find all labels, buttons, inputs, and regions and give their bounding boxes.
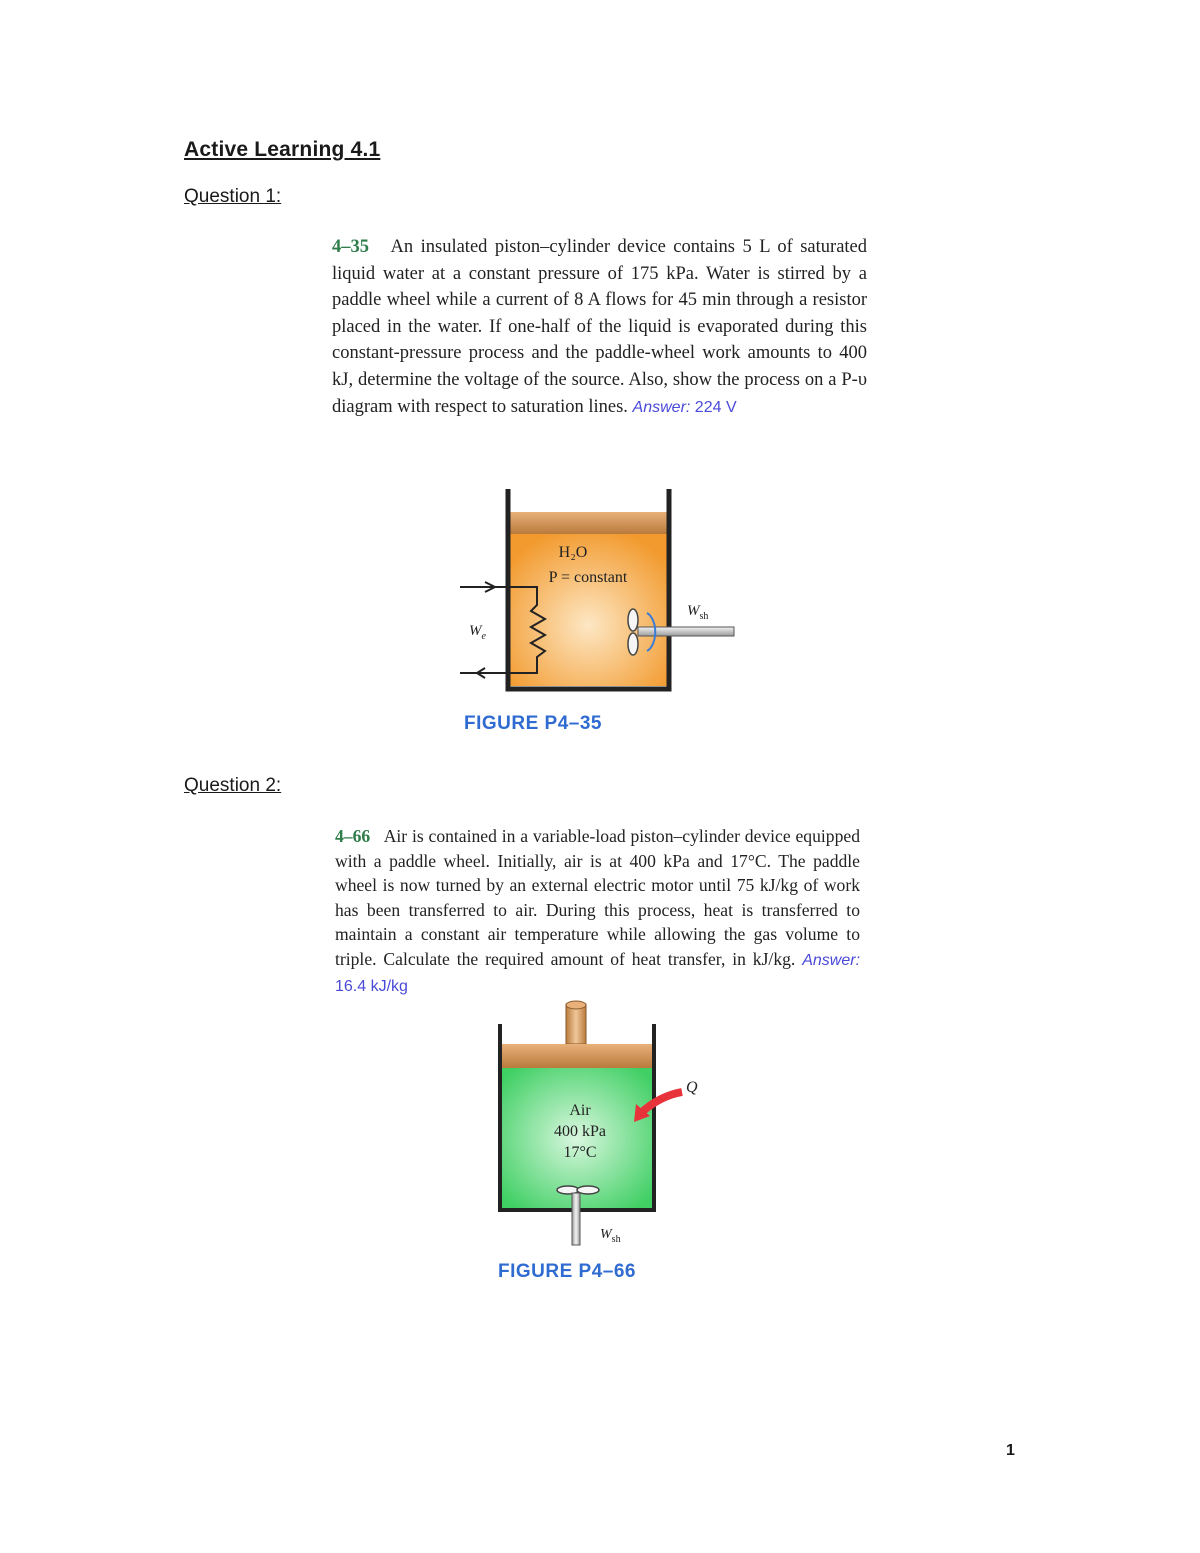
problem-text: An insulated piston–cylinder device contains 5 L of saturated liquid water at a constant pressure of 175 kPa. Water is stirred by a paddle wheel while a current of 8 A flows for 45 min through a resistor placed in the water. If one-half of the liquid is evaporated during this constant-pressure process and the paddle-wheel work amounts to 400 kJ, determine the voltage of the source. Also, show the process on a P-υ diagram with respect to saturation lines. [332, 237, 868, 417]
answer-label: Answer: [802, 951, 861, 969]
heat-label: Q [686, 1079, 698, 1096]
shaft-work-label [687, 603, 708, 622]
water-region [510, 534, 667, 686]
piston-rod [566, 1004, 586, 1044]
piston-rod-top [566, 1001, 586, 1009]
question-2-label: Question 2: [184, 775, 282, 796]
figure-p4-35 [455, 485, 745, 700]
pressure-label: 400 kPa [554, 1123, 606, 1140]
answer-value: 16.4 kJ/kg [335, 978, 408, 995]
question-2-problem [335, 824, 860, 1000]
shaft [572, 1193, 580, 1245]
problem-text: Air is contained in a variable-load piston–cylinder device equipped with a paddle wheel. Initially, air is at 400 kPa and 17°C. The paddle wheel is now turned by an external electric motor until 75 kJ/kg of work has been transferred to air. During this process, heat is transferred to maintain a constant air temperature while allowing the gas volume to triple. Calculate the required amount of heat transfer, in kJ/kg. [335, 826, 860, 969]
problem-number: 4–66 [335, 826, 371, 846]
temperature-label: 17°C [563, 1144, 597, 1161]
paddle-wheel-icon [628, 609, 638, 631]
figure-p4-66-caption: FIGURE P4–66 [498, 1261, 636, 1282]
question-1-problem [332, 234, 867, 421]
answer-label: Answer: [632, 398, 691, 416]
shaft-work-subscript: sh [611, 1234, 621, 1245]
electric-work-symbol: W [469, 623, 482, 639]
electric-work-label [469, 623, 487, 642]
paddle-blade [628, 633, 638, 655]
condition-label: P = constant [548, 569, 628, 586]
shaft [638, 627, 734, 636]
piston [501, 1044, 652, 1068]
answer-value: 224 V [694, 398, 737, 416]
document-title: Active Learning 4.1 [184, 138, 381, 161]
page-number: 1 [1006, 1442, 1015, 1459]
answer [633, 399, 737, 416]
shaft-work-subscript: sh [699, 611, 709, 622]
shaft-work-label [600, 1227, 621, 1245]
substance-label: H₂O [558, 544, 588, 561]
question-1-label: Question 1: [184, 186, 282, 207]
electric-work-subscript: e [481, 631, 486, 642]
gas-label: Air [569, 1102, 591, 1119]
problem-number: 4–35 [332, 237, 369, 257]
figure-p4-35-caption: FIGURE P4–35 [464, 713, 602, 734]
figure-p4-66 [490, 1000, 710, 1252]
piston [510, 512, 667, 534]
shaft-work-symbol: W [687, 603, 700, 619]
shaft-work-symbol: W [600, 1227, 612, 1242]
